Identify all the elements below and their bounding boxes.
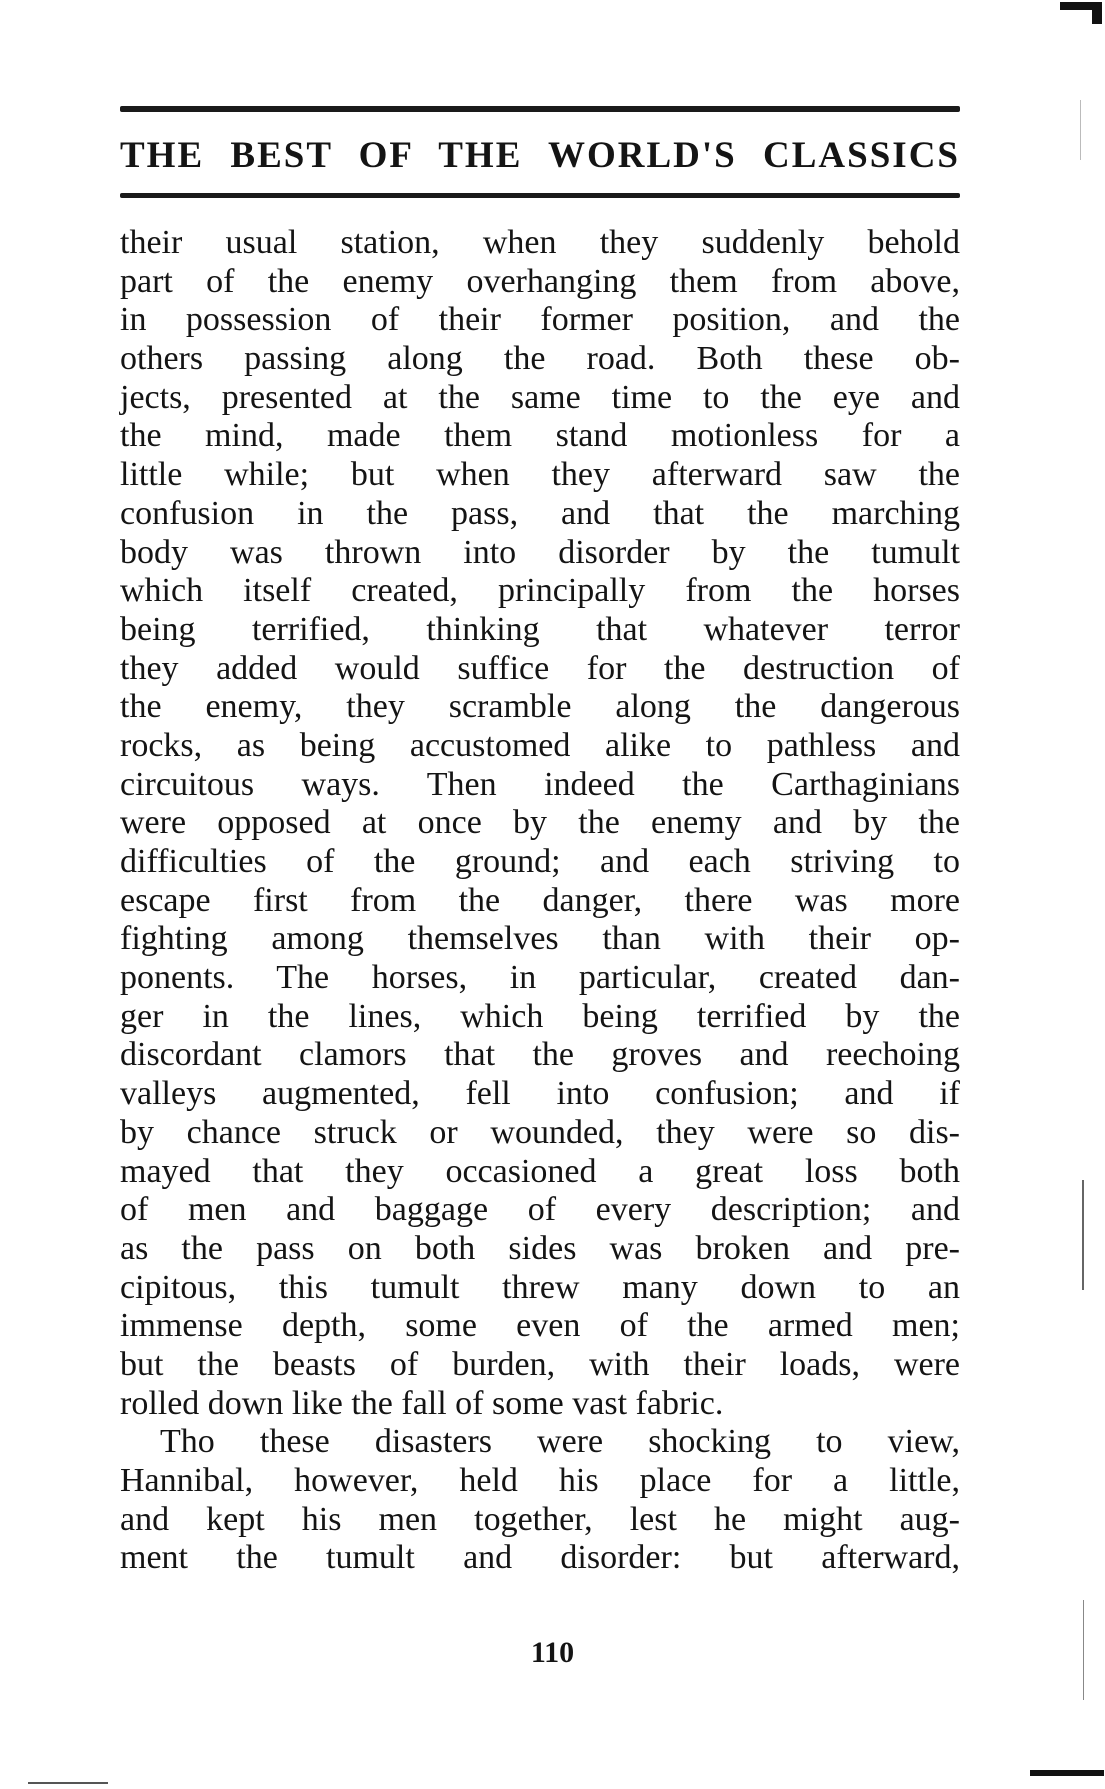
scan-edge-line	[28, 1782, 108, 1784]
scan-corner-mark	[1092, 2, 1102, 24]
text-line: rolled down like the fall of some vast fabric.	[120, 1384, 724, 1422]
text-line: circuitous ways. Then indeed the Carthaginians	[120, 765, 960, 803]
text-line: confusion in the pass, and that the marching	[120, 494, 960, 532]
text-line: the enemy, they scramble along the dangerous	[120, 688, 960, 726]
text-line: body was thrown into disorder by the tumult	[120, 533, 960, 571]
text-line: being terrified, thinking that whatever terror	[120, 610, 960, 648]
text-line: cipitous, this tumult threw many down to an	[120, 1268, 960, 1306]
text-line: as the pass on both sides was broken and pre-	[120, 1229, 960, 1267]
text-line: immense depth, some even of the armed men;	[120, 1307, 960, 1345]
text-line: jects, presented at the same time to the eye and	[120, 378, 960, 416]
text-line: their usual station, when they suddenly behold	[120, 224, 960, 261]
running-head: THE BEST OF THE WORLD'S CLASSICS	[120, 135, 960, 176]
page-number: 110	[530, 1636, 575, 1669]
text-line: and kept his men together, lest he might aug-	[120, 1500, 960, 1538]
text-line: they added would suffice for the destruction of	[120, 649, 960, 687]
text-line: ger in the lines, which being terrified by the	[120, 997, 960, 1035]
text-line: discordant clamors that the groves and reechoing	[120, 1036, 960, 1074]
text-line: which itself created, principally from the horses	[120, 572, 960, 610]
body-text	[120, 224, 960, 1578]
text-line: others passing along the road. Both these ob-	[120, 340, 960, 378]
text-line: mayed that they occasioned a great loss both	[120, 1152, 960, 1190]
text-line: by chance struck or wounded, they were so dis-	[120, 1113, 960, 1151]
text-line: valleys augmented, fell into confusion; and if	[120, 1075, 960, 1113]
text-line: the mind, made them stand motionless for a	[120, 417, 960, 455]
text-line: ment the tumult and disorder: but afterward,	[120, 1539, 960, 1577]
text-line: little while; but when they afterward saw the	[120, 456, 960, 494]
text-line: escape first from the danger, there was more	[120, 881, 960, 919]
text-line: difficulties of the ground; and each striving to	[120, 843, 960, 880]
scan-edge-line	[1082, 1180, 1084, 1290]
text-line: Tho these disasters were shocking to view,	[160, 1423, 960, 1461]
text-line: ponents. The horses, in particular, created dan-	[120, 959, 960, 997]
text-line: fighting among themselves than with their op-	[120, 920, 960, 958]
header-rule-top	[120, 106, 960, 112]
text-line: in possession of their former position, and the	[120, 301, 960, 339]
text-line: but the beasts of burden, with their loads, were	[120, 1345, 960, 1383]
text-line: part of the enemy overhanging them from above,	[120, 262, 960, 300]
text-line: Hannibal, however, held his place for a little,	[120, 1462, 960, 1499]
text-line: of men and baggage of every description; and	[120, 1191, 960, 1229]
scan-edge-line	[1080, 100, 1081, 160]
text-line: were opposed at once by the enemy and by the	[120, 804, 960, 842]
text-line: rocks, as being accustomed alike to pathless and	[120, 726, 960, 764]
scan-corner-mark	[1030, 1770, 1104, 1776]
header-rule-bottom	[120, 193, 960, 198]
